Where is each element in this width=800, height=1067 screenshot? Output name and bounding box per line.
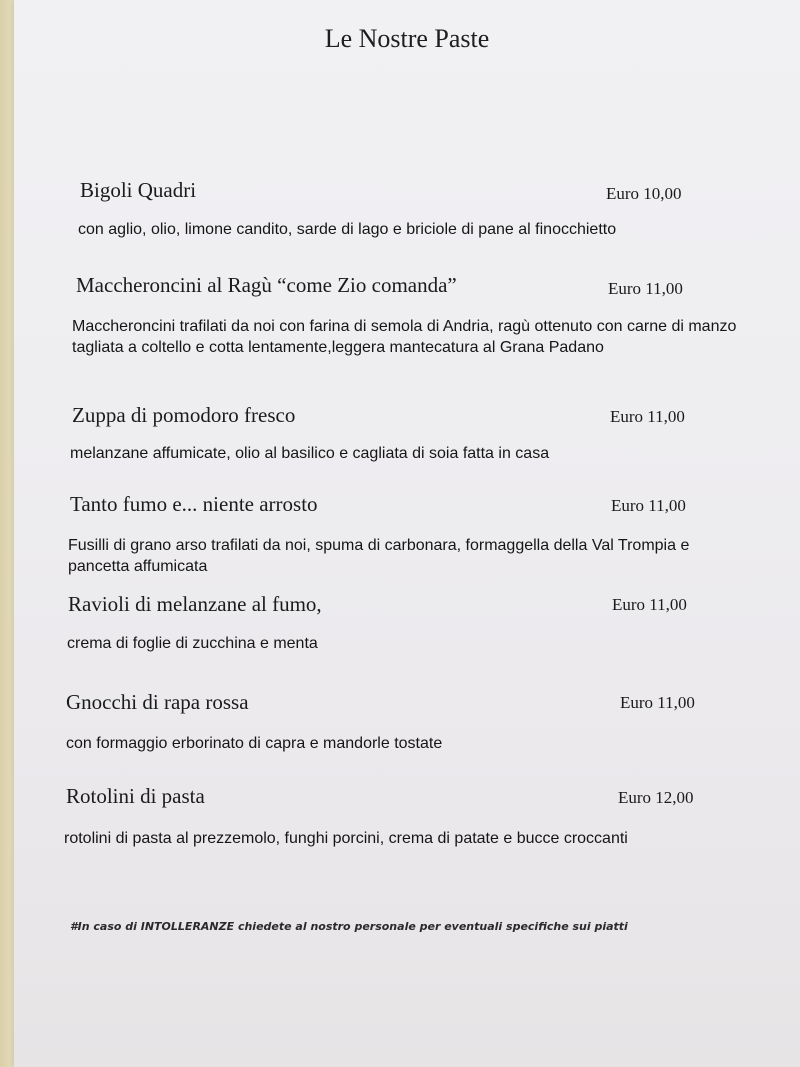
dish-description: con aglio, olio, limone candito, sarde di lago e briciole di pane al finocchietto (78, 221, 617, 238)
dish-price: Euro 11,00 (612, 595, 687, 614)
menu-title: Le Nostre Paste (324, 24, 490, 53)
dish-name: Bigoli Quadri (80, 178, 197, 202)
dish-price: Euro 11,00 (611, 496, 686, 515)
dish-price: Euro 11,00 (610, 407, 685, 426)
dish-description: melanzane affumicate, olio al basilico e cagliata di soia fatta in casa (70, 445, 550, 462)
dish-price: Euro 11,00 (620, 693, 695, 712)
dish-description: rotolini di pasta al prezzemolo, funghi porcini, crema di patate e bucce croccanti (64, 830, 628, 847)
menu-page (14, 0, 800, 1067)
dish-name: Tanto fumo e... niente arrosto (70, 492, 318, 516)
dish-price: Euro 12,00 (618, 788, 694, 807)
dish-name: Ravioli di melanzane al fumo, (68, 592, 322, 616)
dish-description: Maccheroncini trafilati da noi con farina di semola di Andria, ragù ottenuto con carne di manzo tagliata a coltello e cotta lentamente,leggera mantecatura al Grana Padano (72, 318, 737, 356)
dish-price: Euro 10,00 (606, 184, 682, 203)
dish-price: Euro 11,00 (608, 279, 683, 298)
dish-description: crema di foglie di zucchina e menta (67, 635, 318, 652)
dish-name: Gnocchi di rapa rossa (66, 690, 249, 714)
dish-name: Maccheroncini al Ragù “come Zio comanda” (76, 273, 457, 297)
dish-description: Fusilli di grano arso trafilati da noi, spuma di carbonara, formaggella della Val Trompia e pancetta affumicata (68, 537, 690, 575)
intolerance-footnote: #In caso di INTOLLERANZE chiedete al nostro personale per eventuali specifiche sui piatti (70, 920, 628, 933)
dish-name: Zuppa di pomodoro fresco (72, 403, 296, 427)
dish-description: con formaggio erborinato di capra e mandorle tostate (66, 735, 443, 752)
dish-name: Rotolini di pasta (66, 784, 205, 808)
